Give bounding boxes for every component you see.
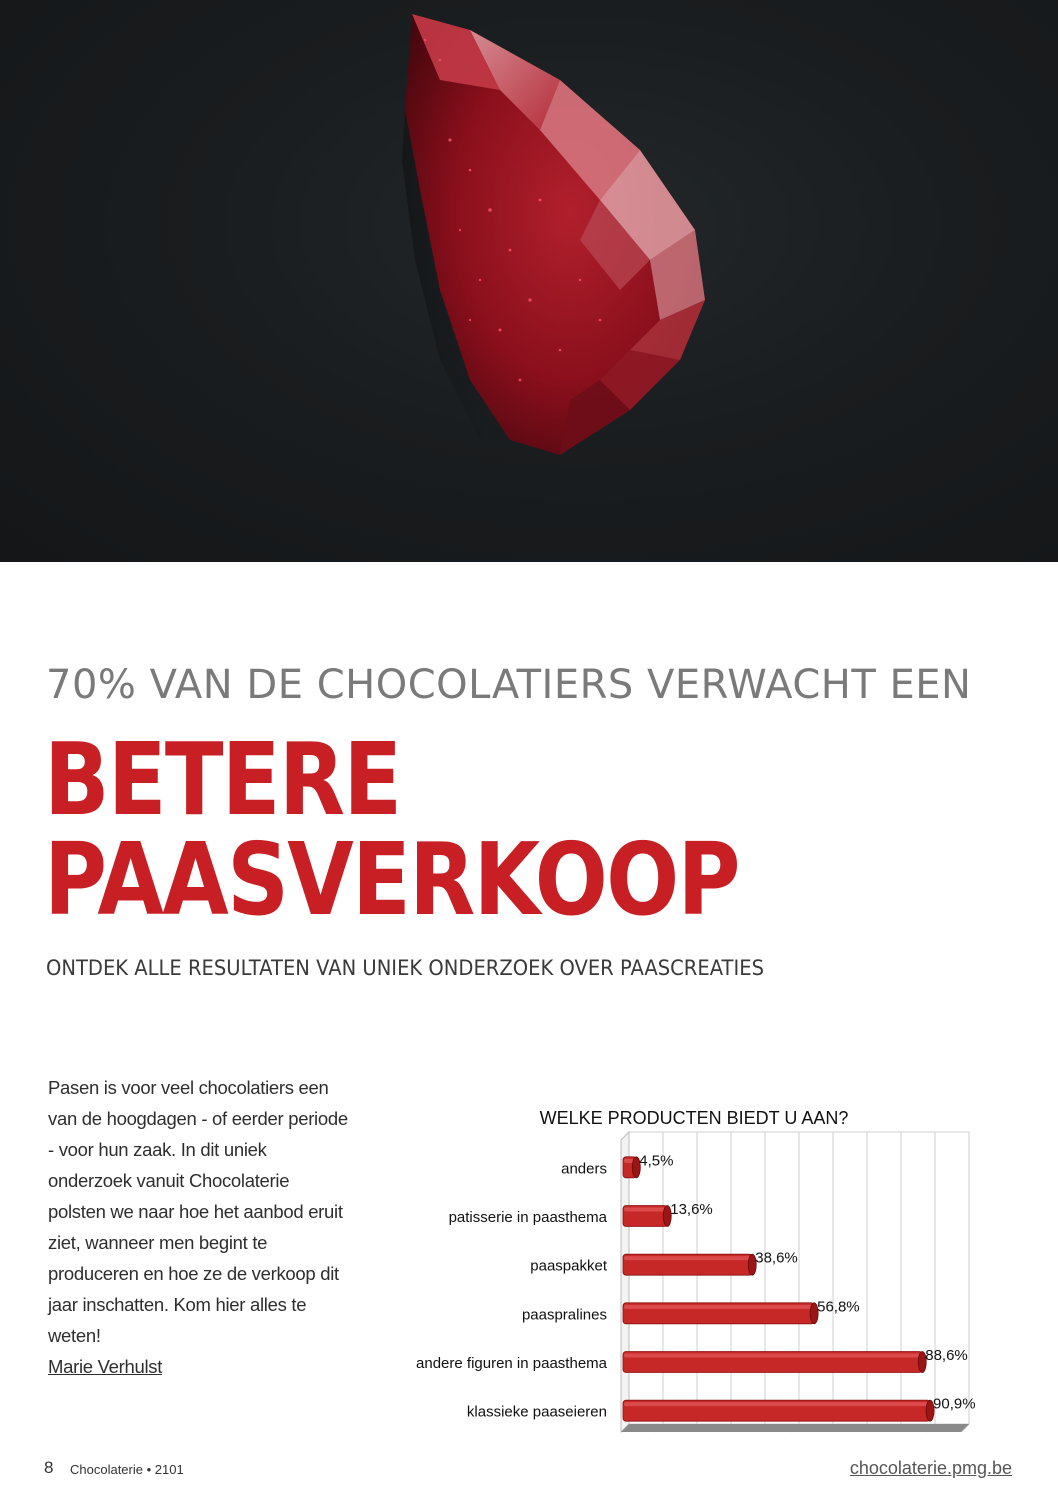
article-kicker: 70% VAN DE CHOCOLATIERS VERWACHT EEN bbox=[46, 662, 972, 708]
chart-grid bbox=[621, 1132, 969, 1432]
chart-category-label: paaspralines bbox=[521, 1306, 607, 1324]
chart-category-label: anders bbox=[561, 1160, 607, 1178]
chart-title: WELKE PRODUCTEN BIEDT U AAN? bbox=[539, 1108, 849, 1128]
hero-image-chocolate-egg bbox=[0, 0, 1058, 562]
chart-category-label: klassieke paaseieren bbox=[466, 1403, 607, 1421]
product-offer-chart bbox=[370, 1098, 1030, 1446]
chart-bar-highlight bbox=[624, 1402, 929, 1406]
chart-category-label: patisserie in paasthema bbox=[448, 1209, 607, 1226]
chart-bar-highlight bbox=[624, 1208, 666, 1212]
chart-bar-highlight bbox=[624, 1305, 813, 1309]
chart-value-label: 13,6% bbox=[670, 1201, 713, 1218]
page-number: 8 bbox=[44, 1458, 54, 1477]
chart-value-label: 88,6% bbox=[925, 1347, 968, 1364]
headline-line-1: BETERE bbox=[44, 721, 401, 838]
intro-paragraph: Pasen is voor veel chocolatiers een van de hoogdagen - of eerder periode - voor hun zaak. In dit uniek onderzoek vanuit Chocolaterie polsten we naar hoe het aanbod eruit ziet, wanneer men begint te produceren en hoe ze de verkoop dit jaar inschatten. Kom hier alles te weten! bbox=[48, 1077, 348, 1346]
chart-floor bbox=[621, 1424, 969, 1432]
author-link[interactable]: Marie Verhulst bbox=[48, 1356, 163, 1377]
chart-bar-highlight bbox=[624, 1256, 751, 1260]
chart-category-label: paaspakket bbox=[530, 1257, 607, 1275]
headline-line-2: PAASVERKOOP bbox=[44, 821, 739, 938]
bar-chart-svg bbox=[370, 1098, 1030, 1446]
chart-bar-highlight bbox=[624, 1354, 921, 1358]
article-subtitle: ONTDEK ALLE RESULTATEN VAN UNIEK ONDERZOEK OVER PAASCREATIES bbox=[46, 956, 764, 980]
website-link[interactable]: chocolaterie.pmg.be bbox=[849, 1458, 1012, 1478]
chart-value-label: 56,8% bbox=[817, 1298, 860, 1316]
chart-category-label: andere figuren in paasthema bbox=[416, 1355, 607, 1372]
chart-value-label: 38,6% bbox=[755, 1249, 798, 1267]
chart-value-label: 4,5% bbox=[639, 1152, 674, 1170]
chart-value-label: 90,9% bbox=[933, 1395, 976, 1413]
magazine-issue: Chocolaterie • 2101 bbox=[70, 1462, 184, 1477]
